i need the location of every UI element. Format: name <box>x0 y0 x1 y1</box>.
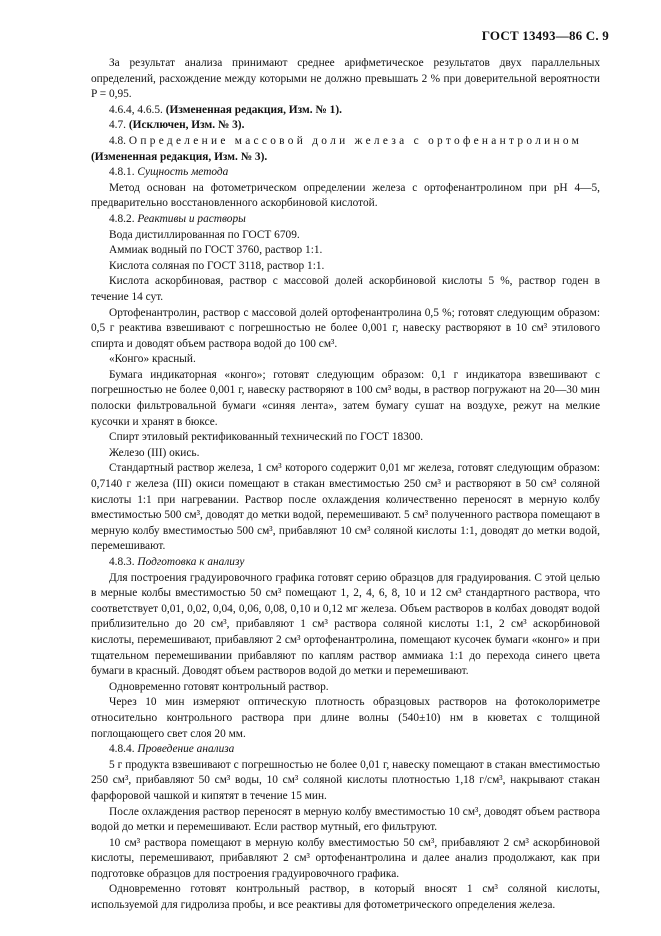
clause-number: 4.8.4. <box>109 743 135 756</box>
subsection-heading-4-8-3 <box>91 555 600 571</box>
subsection-heading-4-8-4 <box>91 742 600 758</box>
clause-number: 4.8.3. <box>109 556 135 568</box>
clause-number: 4.8. <box>109 134 127 147</box>
amendment-note: (Исключен, Изм. № 3). <box>128 119 245 132</box>
clause-number: 4.6.4, 4.6.5. <box>109 103 163 116</box>
paragraph-cooling: После охлаждения раствор переносят в мерную колбу вместимостью 10 см³, доводят объем раствора водой до метки и перемешивают. Если раствор мутный, его фильтруют. <box>91 805 600 834</box>
paragraph-4-6-4 <box>91 103 600 119</box>
subsection-title: Подготовка к анализу <box>137 556 245 568</box>
reagent-congo-red: «Конго» красный. <box>109 353 196 366</box>
amendment-note: (Измененная редакция, Изм. № 1). <box>165 103 342 116</box>
reagent-ammonia: Аммиак водный по ГОСТ 3760, раствор 1:1. <box>109 244 323 257</box>
amendment-note: (Измененная редакция, Изм. № 3). <box>91 150 268 163</box>
paragraph-result: За результат анализа принимают среднее арифметическое результатов двух параллельных определений, расхождение между которыми не должно превышать 2 % при доверительной вероятности P = 0,95. <box>91 57 600 101</box>
section-heading-4-8 <box>91 134 600 150</box>
clause-number: 4.8.1. <box>109 166 135 179</box>
clause-number: 4.7. <box>109 119 127 132</box>
paragraph-calibration: Для построения градуировочного графика готовят серию образцов для градуирования. С этой целью в мерные колбы вместимостью 50 см³ помещают 1, 2, 4, 6, 8, 10 и 12 см³ стандартного раствора, что соответствует 0,01, 0,02, 0,04, 0,06, 0,08, 0,10 и 0,12 мг железа. Объем растворов в колбах доводят водой приблизительно до 20 см³, прибавляют 1 см³ раствора соляной кислоты 1:1, 2 см³ аскорбиновой кислоты, перемешивают, прибавляют 2 см³ ортофенантролина, помещают кусочек бумаги «конго» и при тщательном перемешивании прибавляют по каплям раствор аммиака 1:1 до перехода синего цвета бумаги в красный. Доводят объем растворов водой до метки и перемешивают. <box>91 571 600 678</box>
reagent-orthophenanthroline: Ортофенантролин, раствор с массовой долей ортофенантролина 0,5 %; готовят следующим образом: 0,5 г реактива взвешивают с погрешностью не более 0,001 г, навеску растворяют в 10 см³ этилового спирта и доводят объем раствора водой до 100 см³. <box>91 306 600 350</box>
page-header: ГОСТ 13493—86 С. 9 <box>481 28 609 43</box>
reagent-iron-oxide: Железо (III) окись. <box>109 446 200 459</box>
document-body <box>91 56 600 914</box>
subsection-title: Проведение анализа <box>137 743 235 756</box>
section-title: Определение массовой доли железа с ортофенантролином <box>128 134 583 147</box>
reagent-water: Вода дистиллированная по ГОСТ 6709. <box>109 228 300 241</box>
subsection-heading-4-8-1 <box>91 165 600 181</box>
paragraph-control-final: Одновременно готовят контрольный раствор, в который вносят 1 см³ соляной кислоты, используемой для гидролиза пробы, и все реактивы для фотометрического определения железа. <box>91 883 600 912</box>
reagent-ethanol: Спирт этиловый ректификованный технический по ГОСТ 18300. <box>109 431 424 444</box>
reagent-hydrochloric-acid: Кислота соляная по ГОСТ 3118, раствор 1:1. <box>109 259 325 272</box>
paragraph-sample-weighing: 5 г продукта взвешивают с погрешностью не более 0,01 г, навеску помещают в стакан вместимостью 250 см³, прибавляют 50 см³ воды, 10 см³ соляной кислоты плотностью 1,18 г/см³, накрывают стакан фарфоровой чашкой и кипятят в течение 15 мин. <box>91 758 600 802</box>
subsection-title: Реактивы и растворы <box>137 212 246 225</box>
paragraph-control-solution: Одновременно готовят контрольный раствор. <box>109 680 329 693</box>
paragraph-optical-density: Через 10 мин измеряют оптическую плотность образцовых растворов на фотоколориметре относительно контрольного раствора при длине волны (540±10) нм в кюветах с толщиной поглощающего свет слоя 20 мм. <box>91 696 600 740</box>
paragraph-4-7 <box>91 118 600 134</box>
subsection-heading-4-8-2 <box>91 212 600 228</box>
reagent-iron-standard: Стандартный раствор железа, 1 см³ которого содержит 0,01 мг железа, готовят следующим образом: 0,7140 г железа (III) окиси помещают в стакан вместимостью 250 см³ и растворяют в 50 см³ соляной кислоты 1:1 при нагревании. Раствор после охлаждения количественно переносят в мерную колбу вместимостью 500 см³, доводят до метки водой, перемешивают. 5 см³ полученного раствора помещают в мерную колбу вместимостью 500 см³, прибавляют 10 см³ соляной кислоты 1:1, доводят до метки водой, перемешивают. <box>91 462 600 553</box>
paragraph-aliquot: 10 см³ раствора помещают в мерную колбу вместимостью 50 см³, прибавляют 2 см³ аскорбиновой кислоты, перемешивают, прибавляют 2 см³ ортофенантролина и далее анализ продолжают, как при подготовке образцов для построения градуировочного графика. <box>91 836 600 880</box>
reagent-ascorbic-acid: Кислота аскорбиновая, раствор с массовой долей аскорбиновой кислоты 5 %, раствор годен в течение 14 сут. <box>91 275 600 303</box>
reagent-congo-paper: Бумага индикаторная «конго»; готовят следующим образом: 0,1 г индикатора взвешивают с погрешностью не более 0,001 г, навеску растворяют в 100 см³ воды, в раствор погружают на 20—30 мин полоски фильтровальной бумаги «синяя лента», затем бумагу сушат на воздухе, режут на мелкие кусочки и хранят в бюксе. <box>91 368 600 428</box>
clause-number: 4.8.2. <box>109 212 135 225</box>
paragraph-method: Метод основан на фотометрическом определении железа с ортофенантролином при pH 4—5, предварительно восстановленного аскорбиновой кислотой. <box>91 181 600 210</box>
subsection-title: Сущность метода <box>137 166 229 179</box>
